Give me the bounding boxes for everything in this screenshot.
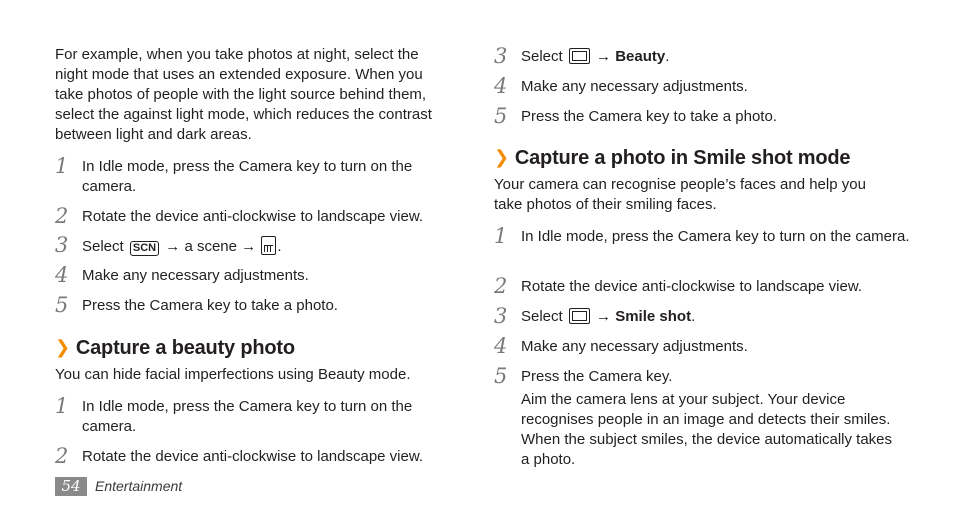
step-1 [55, 154, 455, 197]
select-label: Select [521, 48, 563, 65]
smile-step-2 [494, 274, 914, 298]
step-text: In Idle mode, press the Camera key to turn on the camera. [521, 228, 910, 245]
heading-text: Capture a photo in Smile shot mode [514, 147, 851, 169]
step-3 [55, 233, 455, 257]
step-text: Press the Camera key to take a photo. [82, 297, 338, 314]
select-label: Select [82, 238, 124, 255]
beauty-intro: You can hide facial imperfections using Beauty mode. [55, 366, 411, 383]
smile-step-4 [494, 334, 914, 358]
arrow-text: → [596, 48, 612, 65]
step-number: 5 [494, 364, 508, 388]
smile-step-1 [494, 224, 914, 248]
step-text [521, 47, 914, 67]
step-number: 3 [494, 304, 508, 328]
step-text: Rotate the device anti-clockwise to landscape view. [82, 448, 424, 465]
select-label: Select [521, 308, 563, 325]
chevron-right-icon: ❯ [55, 337, 70, 357]
beauty-step-1 [55, 394, 455, 437]
chevron-right-icon: ❯ [494, 147, 509, 167]
step-text: Press the Camera key. [521, 368, 673, 385]
scene-thumbnail-icon [261, 236, 276, 255]
step-text: Make any necessary adjustments. [521, 338, 748, 355]
step-number: 5 [55, 293, 69, 317]
step-extra-text: Aim the camera lens at your subject. Your device recognises people in an image and detects their smiles. When the subject smiles, the device automatically takes a photo. [521, 391, 893, 468]
scene-arrow-text: → a scene → [165, 238, 257, 255]
period: . [277, 238, 282, 255]
beauty-step-3 [494, 44, 914, 68]
step-number: 2 [494, 274, 508, 298]
arrow-text: → [596, 308, 612, 325]
beauty-option: Beauty [615, 48, 666, 65]
section-heading-beauty [55, 336, 295, 360]
beauty-step-5 [494, 104, 914, 128]
step-number: 1 [494, 224, 508, 248]
step-number: 2 [55, 444, 69, 468]
step-5 [55, 293, 455, 317]
step-number: 1 [55, 394, 69, 418]
beauty-step-2 [55, 444, 455, 468]
night-mode-intro: For example, when you take photos at night, select the night mode that uses an extended exposure. When you take photos of people with the light source behind them, select the against light mode, which reduces the contrast between light and dark areas. [55, 46, 432, 143]
step-number: 3 [55, 233, 69, 257]
page-number: 54 [55, 477, 87, 496]
step-text: Make any necessary adjustments. [82, 267, 309, 284]
step-text: Make any necessary adjustments. [521, 78, 748, 95]
step-text: In Idle mode, press the Camera key to turn on the camera. [82, 398, 413, 435]
step-text: Press the Camera key to take a photo. [521, 108, 777, 125]
heading-text: Capture a beauty photo [75, 337, 295, 359]
smile-shot-option: Smile shot [615, 308, 692, 325]
beauty-step-4 [494, 74, 914, 98]
step-text [82, 236, 455, 257]
smile-step-5 [494, 364, 914, 470]
step-number: 4 [55, 263, 69, 287]
step-text: Rotate the device anti-clockwise to landscape view. [82, 208, 424, 225]
period: . [665, 48, 670, 65]
menu-icon [569, 308, 590, 324]
step-text [521, 307, 914, 327]
scene-mode-icon: SCN [130, 241, 159, 256]
smile-step-3 [494, 304, 914, 328]
step-number: 2 [55, 204, 69, 228]
period: . [691, 308, 696, 325]
step-4 [55, 263, 455, 287]
step-number: 4 [494, 334, 508, 358]
step-text: Rotate the device anti-clockwise to landscape view. [521, 278, 863, 295]
step-number: 3 [494, 44, 508, 68]
step-number: 4 [494, 74, 508, 98]
section-heading-smile [494, 146, 850, 170]
menu-icon [569, 48, 590, 64]
step-2 [55, 204, 455, 228]
section-name: Entertainment [95, 478, 183, 494]
step-number: 5 [494, 104, 508, 128]
step-number: 1 [55, 154, 69, 178]
step-text: In Idle mode, press the Camera key to turn on the camera. [82, 158, 413, 195]
smile-intro: Your camera can recognise people’s faces and help you take photos of their smiling faces. [494, 176, 866, 213]
